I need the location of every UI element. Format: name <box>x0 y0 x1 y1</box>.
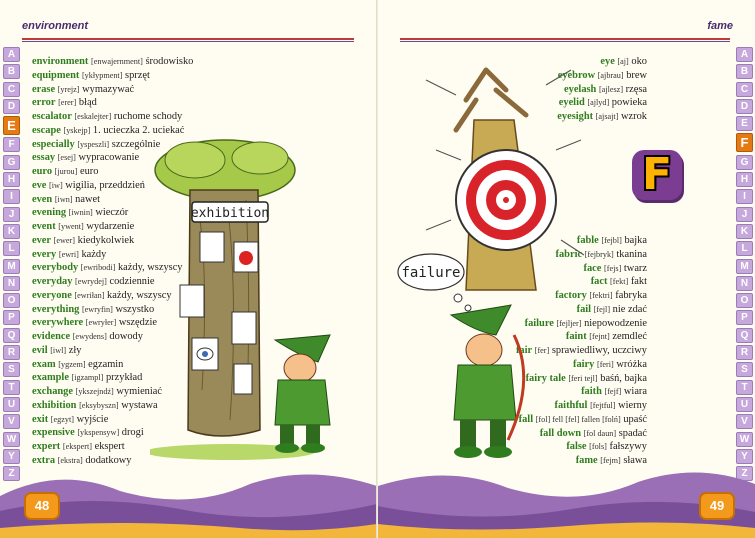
entry-translation: wszystko <box>115 303 155 315</box>
entry-translation: środowisko <box>145 56 194 67</box>
entry-pronunciation: [ewribodi] <box>80 263 116 273</box>
right-running-header: fame <box>707 20 733 32</box>
entry-pronunciation: [ygzem] <box>58 359 86 369</box>
entry-headword: every <box>32 248 57 260</box>
dictionary-entry <box>32 96 193 110</box>
entry-translation: dowody <box>109 331 143 342</box>
entry-headword: everybody <box>32 262 79 274</box>
alphabet-tab-c[interactable]: C <box>736 82 753 97</box>
alphabet-tab-m[interactable]: M <box>3 259 20 274</box>
alphabet-tab-f[interactable]: F <box>736 133 753 152</box>
entry-headword: everything <box>32 303 80 315</box>
alphabet-tab-e[interactable]: E <box>3 116 20 135</box>
alphabet-tab-w[interactable]: W <box>3 432 20 447</box>
big-letter: F <box>641 149 673 200</box>
alphabet-tab-z[interactable]: Z <box>736 466 753 481</box>
entry-pronunciation: [fols] <box>589 442 607 452</box>
alphabet-tab-n[interactable]: N <box>3 276 20 291</box>
alphabet-tab-s[interactable]: S <box>3 362 20 377</box>
left-header-rule-thin <box>22 41 354 42</box>
entry-headword: eyebrow <box>557 69 596 81</box>
entry-headword: extra <box>32 454 56 466</box>
alphabet-tab-f[interactable]: F <box>3 137 20 152</box>
entry-headword: fact <box>590 276 608 288</box>
entry-pronunciation: [feri tejl] <box>568 373 598 383</box>
entry-pronunciation: [yspeszli] <box>77 139 110 149</box>
alphabet-tab-p[interactable]: P <box>736 310 753 325</box>
archer-icon <box>275 335 330 453</box>
entry-pronunciation: [ewrydej] <box>75 277 107 286</box>
entry-headword: essay <box>32 152 56 164</box>
alphabet-tab-y[interactable]: Y <box>736 449 753 464</box>
entry-pronunciation: [fejbryk] <box>584 249 614 259</box>
entry-translation: wierny <box>618 400 647 411</box>
entry-translation: spadać <box>618 427 647 439</box>
entry-translation: powieka <box>611 97 647 109</box>
alphabet-tab-c[interactable]: C <box>3 82 20 97</box>
entry-headword: fable <box>576 235 599 246</box>
entry-pronunciation: [fer] <box>534 346 550 355</box>
entry-pronunciation: [fol daun] <box>583 428 617 438</box>
entry-pronunciation: [igzampl] <box>71 373 104 383</box>
entry-headword: fall <box>518 413 534 425</box>
entry-pronunciation: [ekstra] <box>57 455 83 465</box>
left-alphabet-index <box>3 47 20 483</box>
dictionary-entry <box>32 69 193 83</box>
alphabet-tab-i[interactable]: I <box>736 189 753 204</box>
entry-translation: wzrok <box>621 111 647 122</box>
entry-headword: exit <box>32 413 49 425</box>
entry-translation: twarz <box>623 262 647 274</box>
alphabet-tab-t[interactable]: T <box>3 380 20 395</box>
entry-pronunciation: [aj] <box>617 57 629 66</box>
entry-headword: failure <box>524 317 554 329</box>
alphabet-tab-y[interactable]: Y <box>3 449 20 464</box>
entry-translation: wystawa <box>121 399 158 411</box>
entry-pronunciation: [yskejp] <box>63 125 91 135</box>
entry-pronunciation: [yrejz] <box>57 84 80 94</box>
entry-pronunciation: [ekspert] <box>62 442 92 451</box>
entry-pronunciation: [ykspensyw] <box>77 428 120 438</box>
alphabet-tab-q[interactable]: Q <box>3 328 20 343</box>
entry-pronunciation: [iwnin] <box>68 208 93 218</box>
entry-pronunciation: [eskalejter] <box>74 112 112 121</box>
alphabet-tab-w[interactable]: W <box>736 432 753 447</box>
alphabet-tab-t[interactable]: T <box>736 380 753 395</box>
entry-translation: rzęsa <box>625 83 647 95</box>
entry-translation: każdy <box>81 248 107 260</box>
entry-translation: drogi <box>121 427 144 439</box>
entry-headword: fairy <box>573 358 595 370</box>
alphabet-tab-h[interactable]: H <box>736 172 753 187</box>
entry-translation: wiara <box>623 386 647 398</box>
right-header-rule-thin <box>400 41 730 42</box>
entry-translation: baśń, bajka <box>600 372 647 384</box>
entry-headword: everywhere <box>32 317 84 329</box>
dictionary-entry <box>32 55 193 69</box>
entry-pronunciation: [esej] <box>57 153 76 163</box>
right-header-rule <box>400 38 730 40</box>
entry-pronunciation: [enwajernment] <box>91 57 143 66</box>
entry-translation: wymieniać <box>116 386 162 397</box>
failure-bubble-label: failure <box>401 265 461 281</box>
alphabet-tab-m[interactable]: M <box>736 259 753 274</box>
entry-pronunciation: [egzyt] <box>50 414 74 424</box>
entry-translation: upaść <box>623 413 647 425</box>
entry-headword: factory <box>555 290 587 301</box>
entry-headword: equipment <box>32 69 80 81</box>
entry-headword: everyday <box>32 276 73 287</box>
alphabet-tab-g[interactable]: G <box>736 155 753 170</box>
entry-pronunciation: [jurou] <box>54 167 78 176</box>
alphabet-tab-o[interactable]: O <box>736 293 753 308</box>
alphabet-tab-h[interactable]: H <box>3 172 20 187</box>
entry-pronunciation: [fejnt] <box>589 332 610 342</box>
alphabet-tab-s[interactable]: S <box>736 362 753 377</box>
entry-headword: faithful <box>554 400 588 411</box>
entry-headword: even <box>32 193 53 205</box>
entry-translation: przykład <box>105 372 143 384</box>
entry-headword: exam <box>32 358 56 370</box>
entry-translation: nie zdać <box>612 303 647 315</box>
alphabet-tab-b[interactable]: B <box>736 64 753 79</box>
exhibition-illustration <box>150 130 365 460</box>
entry-translation: szczególnie <box>111 138 161 150</box>
entry-pronunciation: [erer] <box>58 98 77 108</box>
entry-pronunciation: [feri] <box>596 359 614 369</box>
entry-translation: dodatkowy <box>85 454 132 466</box>
entry-pronunciation: [ajsajt] <box>595 112 619 121</box>
entry-pronunciation: [ewryłer] <box>85 318 117 328</box>
alphabet-tab-j[interactable]: J <box>3 207 20 222</box>
entry-headword: environment <box>32 56 89 67</box>
entry-pronunciation: [ywent] <box>58 222 84 231</box>
alphabet-tab-l[interactable]: L <box>3 241 20 256</box>
entry-pronunciation: [fekt] <box>610 277 629 287</box>
entry-translation: wyjście <box>76 413 109 425</box>
left-page-number: 48 <box>24 492 60 520</box>
entry-headword: eyesight <box>557 111 594 122</box>
sad-archer-icon <box>451 305 524 458</box>
alphabet-tab-u[interactable]: U <box>736 397 753 412</box>
entry-translation: zły <box>68 344 82 356</box>
entry-pronunciation: [ajlyd] <box>587 98 610 108</box>
alphabet-tab-o[interactable]: O <box>3 293 20 308</box>
alphabet-tab-g[interactable]: G <box>3 155 20 170</box>
entry-headword: error <box>32 97 56 109</box>
entry-pronunciation: [fektri] <box>589 291 613 300</box>
entry-translation: sprzęt <box>125 69 150 81</box>
entry-headword: fairy tale <box>525 372 566 384</box>
entry-translation: wróżka <box>616 358 647 370</box>
right-alphabet-index <box>736 47 753 483</box>
entry-pronunciation: [fejs] <box>604 263 622 273</box>
entry-headword: fall down <box>539 427 581 439</box>
entry-pronunciation: [ewriłan] <box>74 290 105 300</box>
entry-pronunciation: [fejm] <box>600 456 621 465</box>
entry-translation: nawet <box>75 193 100 205</box>
entry-translation: ekspert <box>94 441 125 452</box>
entry-pronunciation: [fejbl] <box>601 236 622 245</box>
alphabet-tab-a[interactable]: A <box>3 47 20 62</box>
entry-pronunciation: [eksybyszn] <box>79 400 119 410</box>
entry-headword: fabric <box>555 248 583 260</box>
alphabet-tab-r[interactable]: R <box>736 345 753 360</box>
entry-headword: eyelid <box>558 97 585 109</box>
entry-headword: event <box>32 221 56 232</box>
entry-translation: niepowodzenie <box>584 317 647 329</box>
entry-translation: zemdleć <box>612 331 647 343</box>
alphabet-tab-a[interactable]: A <box>736 47 753 62</box>
entry-headword: faith <box>581 386 602 398</box>
entry-headword: evening <box>32 207 67 219</box>
entry-headword: expert <box>32 441 61 452</box>
entry-headword: false <box>566 441 587 453</box>
alphabet-tab-b[interactable]: B <box>3 64 20 79</box>
entry-translation: egzamin <box>88 358 124 370</box>
big-letter-badge <box>632 150 682 200</box>
entry-headword: face <box>583 262 602 274</box>
alphabet-tab-d[interactable]: D <box>3 99 20 114</box>
alphabet-tab-q[interactable]: Q <box>736 328 753 343</box>
alphabet-tab-d[interactable]: D <box>736 99 753 114</box>
entry-pronunciation: [fejf] <box>604 387 622 397</box>
alphabet-tab-n[interactable]: N <box>736 276 753 291</box>
entry-headword: eve <box>32 179 47 191</box>
entry-pronunciation: [ewer] <box>53 235 76 245</box>
entry-translation: wigilia, przeddzień <box>65 179 145 191</box>
dictionary-entry <box>32 83 193 97</box>
alphabet-tab-u[interactable]: U <box>3 397 20 412</box>
entry-headword: evidence <box>32 331 71 342</box>
entry-pronunciation: [iwl] <box>50 345 67 355</box>
alphabet-tab-z[interactable]: Z <box>3 466 20 481</box>
entry-pronunciation: [fejl] <box>593 304 611 314</box>
left-page <box>0 0 377 538</box>
alphabet-tab-v[interactable]: V <box>3 414 20 429</box>
entry-headword: euro <box>32 166 53 177</box>
entry-pronunciation: [iw] <box>49 180 63 190</box>
exhibition-sign-label: exhibition <box>190 206 270 221</box>
entry-translation: 1. ucieczka 2. uciekać <box>92 124 185 136</box>
entry-translation: wieczór <box>95 207 129 219</box>
entry-headword: evil <box>32 344 48 356</box>
entry-translation: brew <box>626 69 647 81</box>
entry-translation: tkanina <box>616 248 647 260</box>
alphabet-tab-l[interactable]: L <box>736 241 753 256</box>
entry-translation: sława <box>623 455 647 466</box>
entry-translation: codziennie <box>109 276 155 287</box>
entry-pronunciation: [fejljer] <box>556 318 582 328</box>
entry-translation: oko <box>631 56 647 67</box>
entry-translation: wypracowanie <box>78 152 140 164</box>
entry-pronunciation: [fol] fell [fel] fallen [folń] <box>535 414 621 424</box>
entry-translation: euro <box>79 166 99 177</box>
entry-headword: exchange <box>32 386 73 397</box>
entry-pronunciation: [ewryfin] <box>81 304 113 314</box>
target-icon <box>456 150 556 250</box>
entry-headword: example <box>32 372 69 384</box>
entry-headword: faint <box>565 331 587 343</box>
entry-headword: everyone <box>32 289 72 301</box>
entry-pronunciation: [ykszejndż] <box>75 387 114 396</box>
entry-translation: wszędzie <box>118 317 157 329</box>
entry-headword: fair <box>515 345 533 356</box>
entry-pronunciation: [ajbrau] <box>597 70 624 80</box>
entry-translation: fałszywy <box>609 441 647 453</box>
alphabet-tab-k[interactable]: K <box>3 224 20 239</box>
alphabet-tab-k[interactable]: K <box>736 224 753 239</box>
alphabet-tab-r[interactable]: R <box>3 345 20 360</box>
entry-translation: ruchome schody <box>113 111 183 122</box>
entry-headword: erase <box>32 83 56 95</box>
entry-translation: fakt <box>630 276 647 288</box>
entry-translation: kiedykolwiek <box>77 234 135 246</box>
entry-translation: każdy, wszyscy <box>117 262 183 274</box>
right-page <box>378 0 755 538</box>
entry-headword: ever <box>32 234 52 246</box>
entry-translation: sprawiedliwy, uczciwy <box>551 345 647 356</box>
entry-pronunciation: [ykłypment] <box>81 70 123 80</box>
alphabet-tab-p[interactable]: P <box>3 310 20 325</box>
entry-headword: escape <box>32 124 61 136</box>
entry-pronunciation: [ewri] <box>58 249 79 259</box>
entry-pronunciation: [ewydens] <box>72 332 107 341</box>
entry-headword: especially <box>32 138 75 150</box>
entry-headword: eyelash <box>564 83 597 95</box>
entry-translation: każdy, wszyscy <box>107 289 172 301</box>
entry-headword: fame <box>575 455 598 466</box>
alphabet-tab-v[interactable]: V <box>736 414 753 429</box>
alphabet-tab-e[interactable]: E <box>736 116 753 131</box>
entry-headword: eye <box>600 56 615 67</box>
entry-pronunciation: [ajlesz] <box>598 84 624 94</box>
right-page-number: 49 <box>699 492 735 520</box>
entry-pronunciation: [fejtful] <box>590 401 616 410</box>
entry-headword: exhibition <box>32 399 77 411</box>
left-header-rule <box>22 38 354 40</box>
entry-translation: wymazywać <box>82 83 135 95</box>
entry-headword: expensive <box>32 427 75 439</box>
entry-translation: fabryka <box>615 290 647 301</box>
entry-headword: escalator <box>32 111 72 122</box>
dictionary-entry <box>32 110 193 124</box>
entry-translation: wydarzenie <box>86 221 135 232</box>
entry-translation: błąd <box>78 97 97 109</box>
entry-headword: fail <box>576 303 592 315</box>
alphabet-tab-i[interactable]: I <box>3 189 20 204</box>
entry-pronunciation: [iwn] <box>54 194 73 204</box>
left-running-header: environment <box>22 20 89 32</box>
failure-illustration <box>396 60 586 470</box>
alphabet-tab-j[interactable]: J <box>736 207 753 222</box>
entry-translation: bajka <box>624 235 647 246</box>
